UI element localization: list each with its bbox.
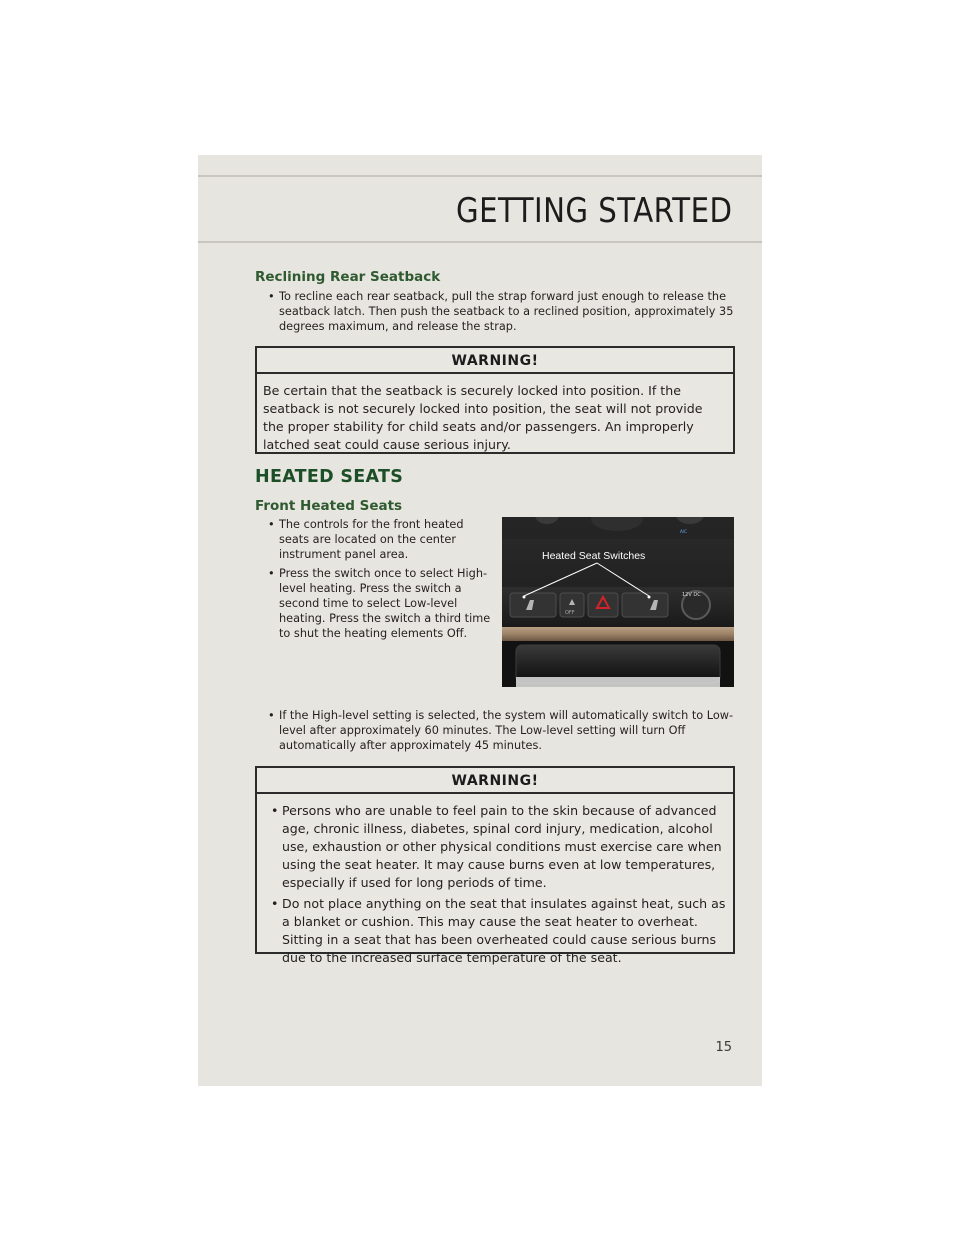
heated-bullets <box>255 517 495 641</box>
trim-band <box>502 627 734 641</box>
svg-text:A/C: A/C <box>680 529 687 534</box>
heated-seat-switches-photo <box>502 517 734 687</box>
off-switch-label: OFF <box>565 610 575 616</box>
warning-title: WARNING! <box>257 768 733 794</box>
section-heading-heated-seats: HEATED SEATS <box>255 467 404 487</box>
console-illustration <box>502 517 734 687</box>
list-item: • Do not place anything on the seat that insulates against heat, such as a blanket or cushion. This may cause the seat heater to overheat. Sitting in a seat that has been overheated could cause serious burns due to the increased surface temperature of the seat. <box>271 896 726 965</box>
top-rule <box>198 175 762 177</box>
callout-dot <box>523 596 526 599</box>
heated-timer-bullet <box>255 708 735 753</box>
chapter-title: GETTING STARTED <box>455 191 732 231</box>
warning-box-heated-seats <box>255 766 735 965</box>
list-item: • To recline each rear seatback, pull the strap forward just enough to release the seatback latch. Then push the seatback to a reclined position, approximately 35 degrees maximum, and release the strap. <box>268 290 734 333</box>
list-item: • Press the switch once to select High-level heating. Press the switch a second time to select Low-level heating. Press the switch a third time to shut the heating elements Off. <box>268 567 491 640</box>
reclining-bullets <box>255 289 735 334</box>
warning-body <box>257 794 733 967</box>
manual-page <box>198 155 762 1086</box>
callout-dot <box>648 596 651 599</box>
warning-box-seatback <box>255 346 735 454</box>
list-item: • The controls for the front heated seats are located on the center instrument panel area. <box>268 518 464 561</box>
page-number: 15 <box>715 1040 732 1055</box>
list-item: • If the High-level setting is selected, the system will automatically switch to Low-level after approximately 60 minutes. The Low-level setting will turn Off automatically after approximately 45 minutes. <box>268 709 734 752</box>
reclining-heading: Reclining Rear Seatback <box>255 269 441 285</box>
outlet-label: 12V DC <box>682 592 701 598</box>
front-heated-seats-heading: Front Heated Seats <box>255 498 403 514</box>
warning-text: Be certain that the seatback is securely locked into position. If the seatback is not securely locked into position, the seat will not provide the proper stability for child seats and/or passengers. An improperly latched seat could cause serious injury. <box>263 383 703 452</box>
photo-callout-label: Heated Seat Switches <box>542 550 646 562</box>
header-rule <box>198 241 762 243</box>
list-item: • Persons who are unable to feel pain to the skin because of advanced age, chronic illness, diabetes, spinal cord injury, medication, alcohol use, exhaustion or other physical conditions must exercise care when using the seat heater. It may cause burns even at low temperatures, especially if used for long periods of time. <box>271 803 722 890</box>
warning-title: WARNING! <box>257 348 733 374</box>
warning-bullets <box>263 802 726 967</box>
right-heated-seat-switch <box>622 593 668 617</box>
